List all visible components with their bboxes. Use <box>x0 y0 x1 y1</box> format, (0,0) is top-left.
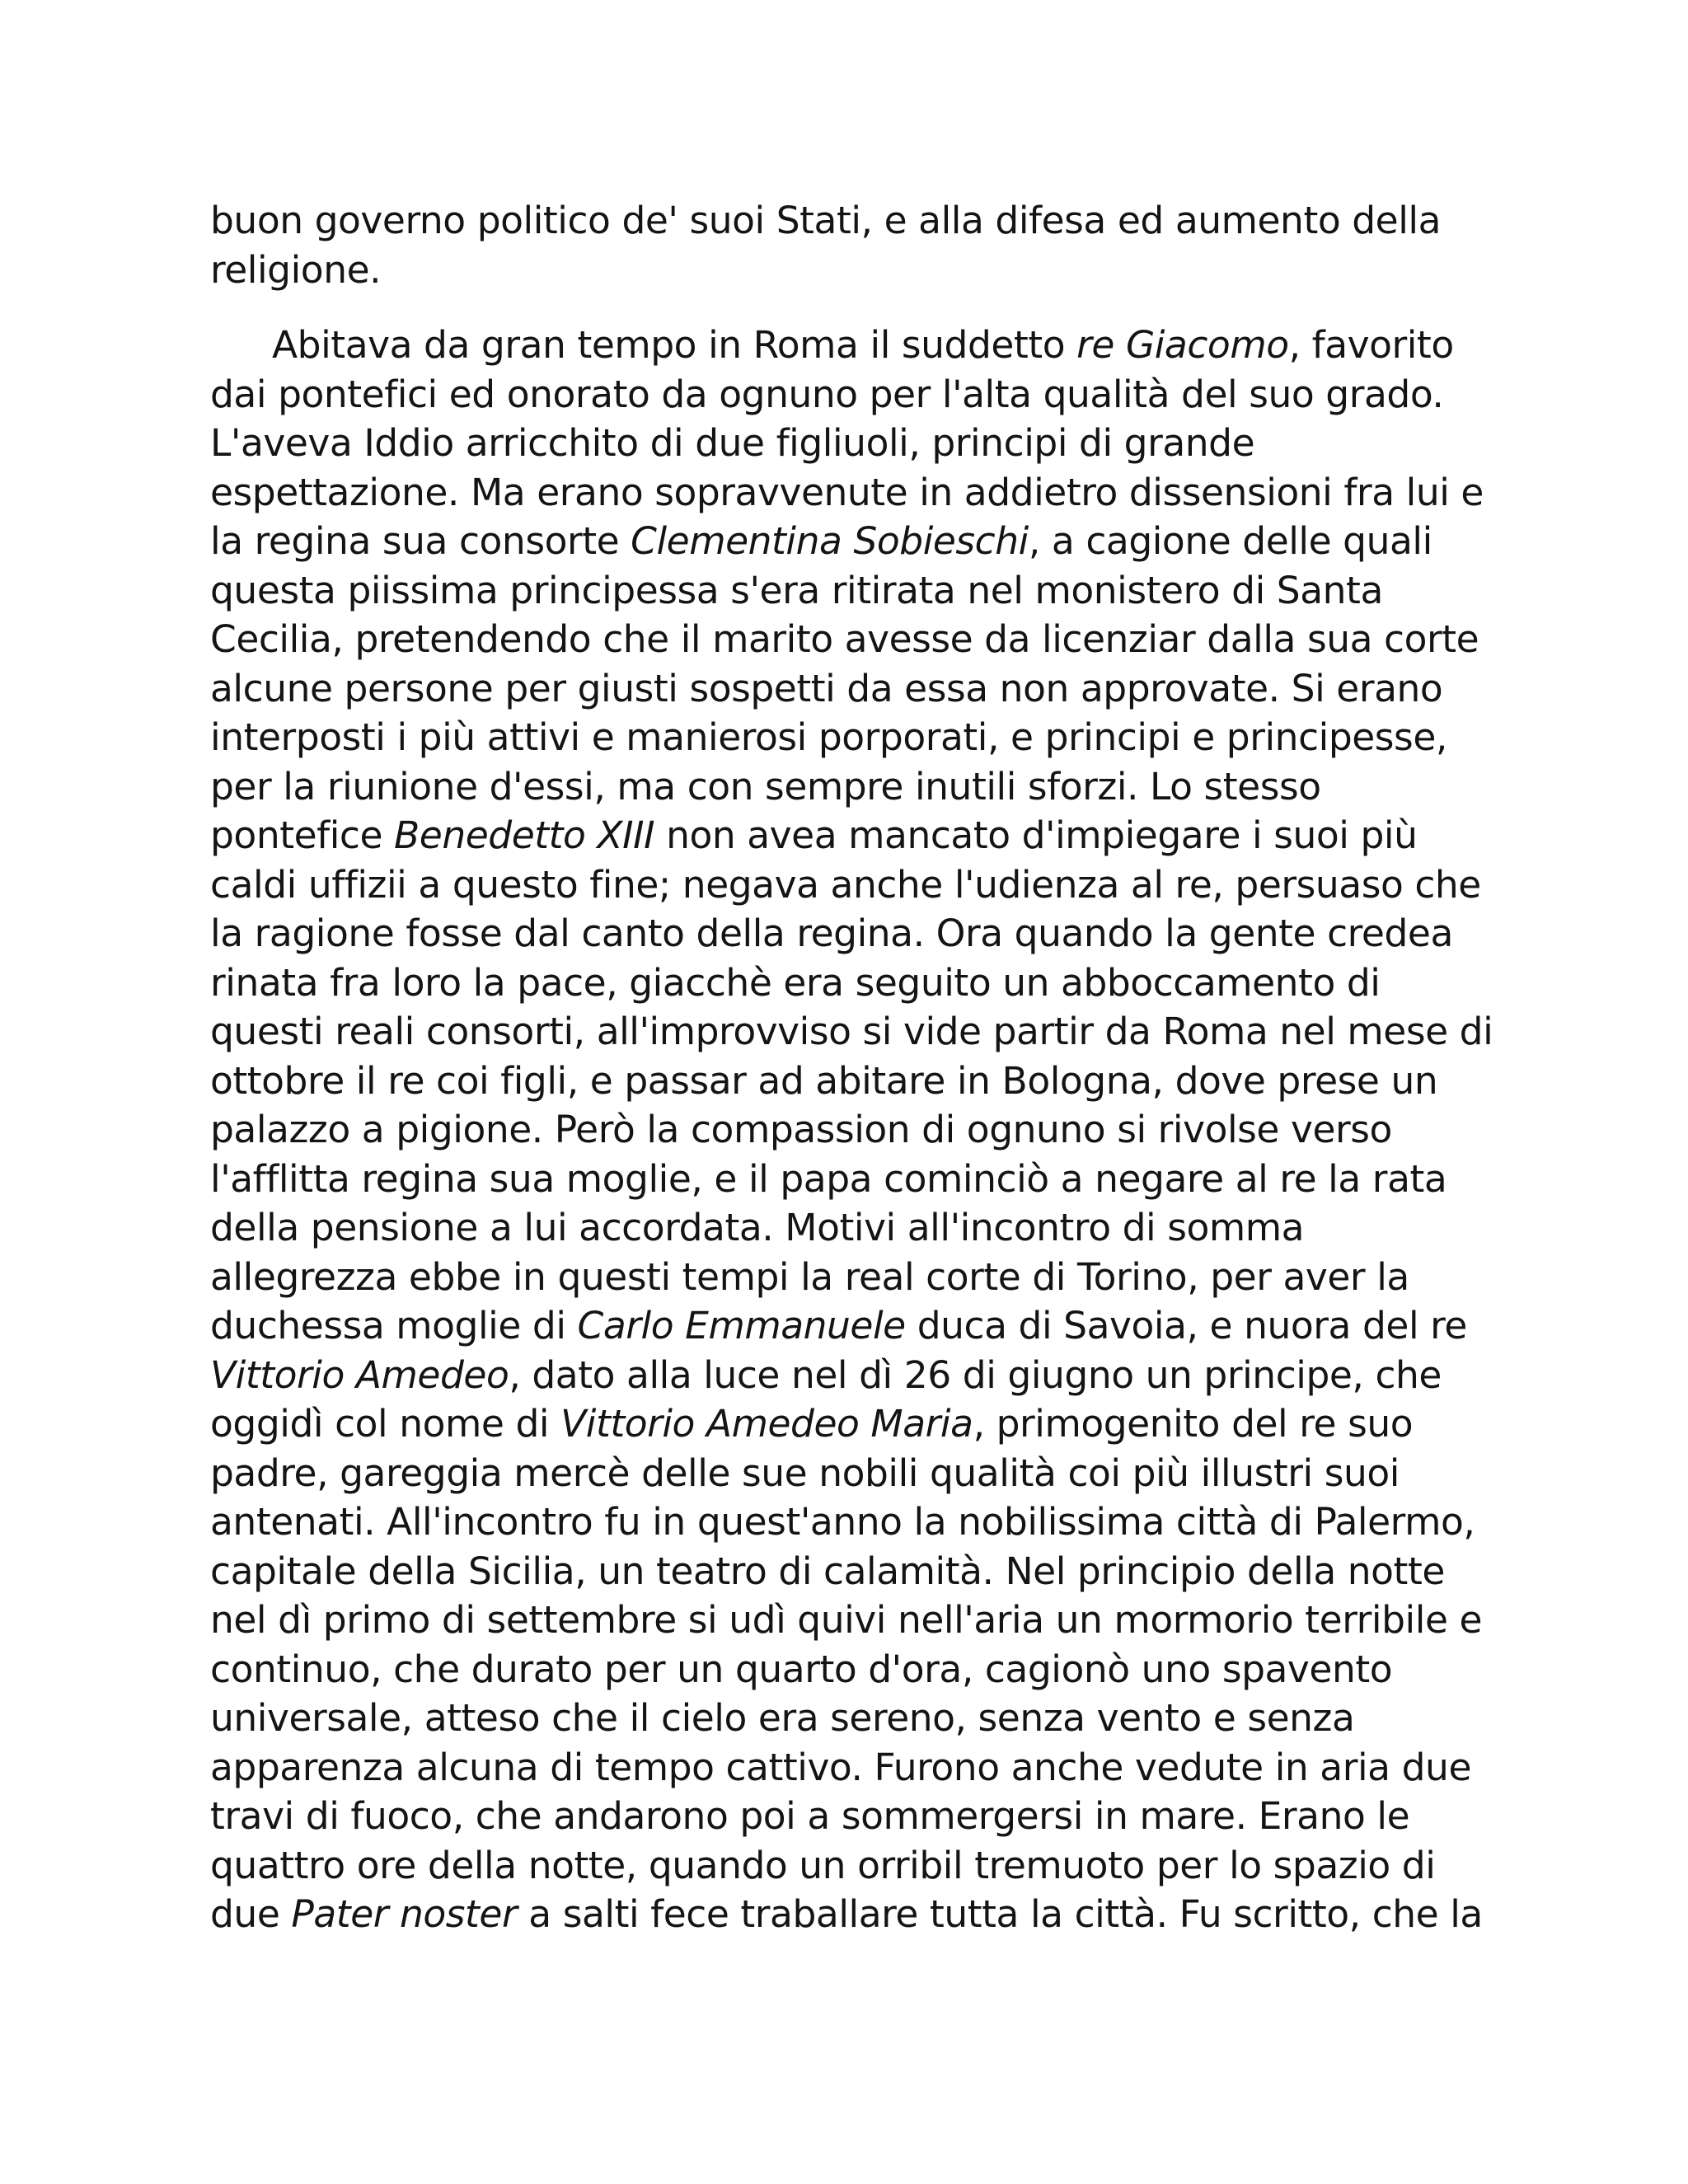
italic-name: Vittorio Amedeo <box>210 1352 509 1397</box>
text-line: dai pontefici ed onorato da ognuno per l'alta qualità del suo grado. <box>210 372 1444 416</box>
text-line: quattro ore della notte, quando un orribil tremuoto per lo spazio di <box>210 1843 1436 1887</box>
text-line: buon governo politico de' suoi Stati, e alla difesa ed aumento della <box>210 199 1442 242</box>
text-line: della pensione a lui accordata. Motivi all'incontro di somma <box>210 1206 1305 1249</box>
text-line: palazzo a pigione. Però la compassion di ognuno si rivolse verso <box>210 1108 1392 1151</box>
text-line: l'afflitta regina sua moglie, e il papa cominciò a negare al re la rata <box>210 1156 1447 1201</box>
paragraph-1 <box>210 196 1496 294</box>
text-line: nel dì primo di settembre si udì quivi nell'aria un mormorio terribile e <box>210 1598 1483 1642</box>
italic-name: Pater noster <box>291 1892 518 1936</box>
text-line: due Pater noster a salti fece traballare tutta la città. Fu scritto, che la <box>210 1892 1483 1936</box>
text-line: duchessa moglie di Carlo Emmanuele duca di Savoia, e nuora del re <box>210 1304 1467 1347</box>
text-line: apparenza alcuna di tempo cattivo. Furono anche vedute in aria due <box>210 1745 1471 1789</box>
text-line: Cecilia, pretendendo che il marito avesse da licenziar dalla sua corte <box>210 617 1479 661</box>
text-line: caldi uffizii a questo fine; negava anche l'udienza al re, persuaso che <box>210 862 1481 907</box>
paragraph-2 <box>210 321 1496 1939</box>
text-line: antenati. All'incontro fu in quest'anno la nobilissima città di Palermo, <box>210 1500 1475 1544</box>
italic-name: re Giacomo <box>1076 323 1289 367</box>
text-line: per la riunione d'essi, ma con sempre inutili sforzi. Lo stesso <box>210 764 1321 808</box>
text-line: questi reali consorti, all'improvviso si vide partir da Roma nel mese di <box>210 1010 1493 1053</box>
paragraph-spacer <box>210 294 1496 321</box>
document-page <box>210 196 1496 1939</box>
text-line: oggidì col nome di Vittorio Amedeo Maria, primogenito del re suo <box>210 1402 1414 1446</box>
text-line: Vittorio Amedeo, dato alla luce nel dì 26 di giugno un principe, che <box>210 1352 1442 1397</box>
text-line: continuo, che durato per un quarto d'ora, cagionò uno spavento <box>210 1647 1393 1691</box>
italic-name: Benedetto XIII <box>394 813 655 857</box>
text-line: universale, atteso che il cielo era sereno, senza vento e senza <box>210 1696 1355 1740</box>
text-line: espettazione. Ma erano sopravvenute in addietro dissensioni fra lui e <box>210 470 1484 514</box>
text-line: L'aveva Iddio arricchito di due figliuoli, principi di grande <box>210 421 1255 465</box>
text-line: questa piissima principessa s'era ritirata nel monistero di Santa <box>210 568 1383 612</box>
text-line: Abitava da gran tempo in Roma il suddetto re Giacomo, favorito <box>272 323 1454 367</box>
text-line: capitale della Sicilia, un teatro di calamità. Nel principio della notte <box>210 1549 1445 1593</box>
text-line: travi di fuoco, che andarono poi a sommergersi in mare. Erano le <box>210 1794 1410 1838</box>
text-line: padre, gareggia mercè delle sue nobili qualità coi più illustri suoi <box>210 1451 1400 1495</box>
text-line: interposti i più attivi e manierosi porporati, e principi e principesse, <box>210 715 1447 759</box>
italic-name: Clementina Sobieschi <box>631 519 1029 563</box>
italic-name: Vittorio Amedeo Maria <box>560 1402 973 1446</box>
text-line: pontefice Benedetto XIII non avea mancato d'impiegare i suoi più <box>210 813 1418 857</box>
text-line: la regina sua consorte Clementina Sobieschi, a cagione delle quali <box>210 519 1432 563</box>
text-line: la ragione fosse dal canto della regina. Ora quando la gente credea <box>210 912 1453 955</box>
text-line: allegrezza ebbe in questi tempi la real corte di Torino, per aver la <box>210 1254 1409 1299</box>
text-line: religione. <box>210 247 382 292</box>
text-line: ottobre il re coi figli, e passar ad abitare in Bologna, dove prese un <box>210 1058 1438 1103</box>
italic-name: Carlo Emmanuele <box>577 1304 906 1347</box>
text-line: alcune persone per giusti sospetti da essa non approvate. Si erano <box>210 666 1443 710</box>
text-line: rinata fra loro la pace, giacchè era seguito un abboccamento di <box>210 960 1381 1005</box>
